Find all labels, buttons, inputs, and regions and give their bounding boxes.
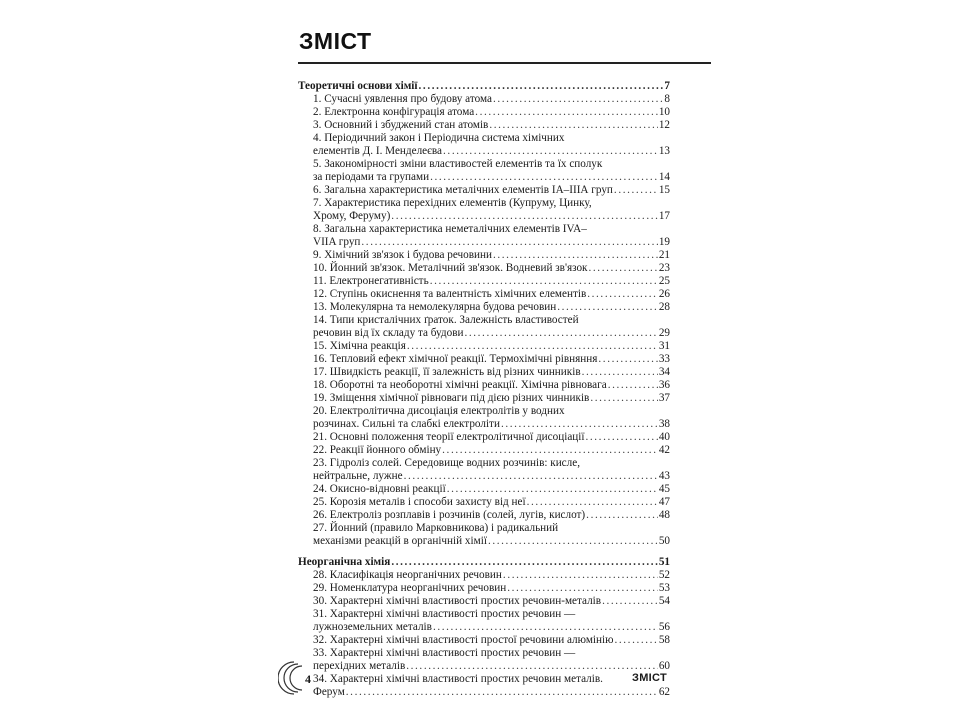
dot-leader bbox=[391, 556, 657, 569]
toc-entry-row bbox=[298, 145, 670, 158]
toc-entry-title: розчинах. Сильні та слабкі електроліти bbox=[313, 418, 500, 430]
toc-page-number: 58 bbox=[658, 634, 670, 646]
toc-entry-line: 4. Періодичний закон і Періодична система хімічних bbox=[313, 132, 565, 144]
dot-leader bbox=[361, 236, 657, 249]
dot-leader bbox=[391, 210, 658, 223]
table-of-contents bbox=[298, 80, 670, 699]
toc-entry-row bbox=[298, 184, 670, 197]
toc-entry-line: 27. Йонний (правило Марковникова) і радикальний bbox=[313, 522, 559, 534]
toc-entry-row bbox=[298, 275, 670, 288]
toc-entry-title: 29. Номенклатура неорганічних речовин bbox=[313, 582, 507, 594]
toc-entry-title: 1. Сучасні уявлення про будову атома bbox=[313, 93, 492, 105]
dot-leader bbox=[404, 470, 658, 483]
toc-entry-row bbox=[298, 119, 670, 132]
footer-arc-icon bbox=[278, 658, 318, 698]
toc-entry-title: 24. Окисно-відновні реакції bbox=[313, 483, 446, 495]
toc-entry-row bbox=[298, 634, 670, 647]
dot-leader bbox=[501, 418, 658, 431]
toc-entry-row bbox=[298, 288, 670, 301]
toc-entry-line: 8. Загальна характеристика неметалічних елементів IVA– bbox=[313, 223, 587, 235]
toc-page-number: 28 bbox=[658, 301, 670, 313]
dot-leader bbox=[488, 535, 658, 548]
toc-page-number: 19 bbox=[658, 236, 670, 248]
toc-entry-title: 3. Основний і збуджений стан атомів bbox=[313, 119, 489, 131]
toc-entry-row bbox=[298, 418, 670, 431]
toc-entry-row bbox=[298, 262, 670, 275]
toc-page-number: 13 bbox=[658, 145, 670, 157]
toc-entry-title: перехідних металів bbox=[313, 660, 406, 672]
toc-entry-line: 33. Характерні хімічні властивості простих речовин — bbox=[313, 647, 576, 659]
toc-page-number: 37 bbox=[658, 392, 670, 404]
toc-entry-row bbox=[298, 621, 670, 634]
toc-entry-row bbox=[298, 496, 670, 509]
toc-page-number: 54 bbox=[658, 595, 670, 607]
dot-leader bbox=[475, 106, 658, 119]
toc-entry-title: за періодами та групами bbox=[313, 171, 430, 183]
toc-entry-title: 12. Ступінь окиснення та валентність хімічних елементів bbox=[313, 288, 587, 300]
toc-entry-title: 26. Електроліз розплавів і розчинів (солей, лугів, кислот) bbox=[313, 509, 586, 521]
toc-entry-title: 10. Йонний зв'язок. Металічний зв'язок. Водневий зв'язок bbox=[313, 262, 588, 274]
dot-leader bbox=[527, 496, 658, 509]
toc-entry-title: 25. Корозія металів і способи захисту від неї bbox=[313, 496, 526, 508]
toc-page-number: 52 bbox=[658, 569, 670, 581]
toc-entry-row bbox=[298, 582, 670, 595]
toc-page-number: 36 bbox=[658, 379, 670, 391]
heading-rule bbox=[298, 62, 711, 64]
toc-entry-title: 15. Хімічна реакція bbox=[313, 340, 406, 352]
dot-leader bbox=[587, 288, 658, 301]
dot-leader bbox=[407, 340, 658, 353]
toc-entry-row bbox=[298, 595, 670, 608]
dot-leader bbox=[507, 582, 658, 595]
dot-leader bbox=[493, 249, 658, 262]
page-heading: ЗМІСТ bbox=[299, 28, 372, 54]
toc-entry-row bbox=[298, 171, 670, 184]
toc-entry-title: 28. Класифікація неорганічних речовин bbox=[313, 569, 502, 581]
toc-entry-title: 18. Оборотні та необоротні хімічні реакції. Хімічна рівновага bbox=[313, 379, 607, 391]
toc-entry-row bbox=[298, 660, 670, 673]
toc-entry-row bbox=[298, 249, 670, 262]
dot-leader bbox=[443, 145, 658, 158]
toc-entry-row bbox=[298, 569, 670, 582]
toc-page-number: 47 bbox=[658, 496, 670, 508]
toc-page-number: 26 bbox=[658, 288, 670, 300]
toc-page-number: 21 bbox=[658, 249, 670, 261]
page-number: 4 bbox=[305, 672, 311, 686]
toc-page-number: 40 bbox=[658, 431, 670, 443]
toc-page-number: 38 bbox=[658, 418, 670, 430]
dot-leader bbox=[585, 431, 657, 444]
toc-entry-row bbox=[298, 483, 670, 496]
dot-leader bbox=[590, 392, 657, 405]
toc-page-number: 50 bbox=[658, 535, 670, 547]
toc-entry-row bbox=[298, 379, 670, 392]
dot-leader bbox=[557, 301, 658, 314]
dot-leader bbox=[493, 93, 663, 106]
toc-entry-title: 32. Характерні хімічні властивості простої речовини алюмінію bbox=[313, 634, 614, 646]
toc-page-number: 53 bbox=[658, 582, 670, 594]
toc-page-number: 45 bbox=[658, 483, 670, 495]
toc-page-number: 33 bbox=[658, 353, 670, 365]
toc-page-number: 25 bbox=[658, 275, 670, 287]
toc-entry-title: 22. Реакції йонного обміну bbox=[313, 444, 442, 456]
toc-entry-title: 13. Молекулярна та немолекулярна будова речовин bbox=[313, 301, 557, 313]
toc-entry-row bbox=[298, 327, 670, 340]
toc-page-number: 12 bbox=[658, 119, 670, 131]
toc-entry-row bbox=[298, 340, 670, 353]
dot-leader bbox=[464, 327, 657, 340]
toc-entry-title: Хрому, Феруму) bbox=[313, 210, 391, 222]
toc-section-title: Теоретичні основи хімії bbox=[298, 80, 418, 92]
toc-page-number: 60 bbox=[658, 660, 670, 672]
toc-page-number: 7 bbox=[664, 80, 670, 92]
toc-entry-row bbox=[298, 210, 670, 223]
toc-page-number: 10 bbox=[658, 106, 670, 118]
toc-entry-row bbox=[298, 444, 670, 457]
dot-leader bbox=[598, 353, 657, 366]
toc-entry-title: 9. Хімічний зв'язок і будова речовини bbox=[313, 249, 492, 261]
dot-leader bbox=[614, 184, 658, 197]
toc-entry-title: лужноземельних металів bbox=[313, 621, 432, 633]
dot-leader bbox=[433, 621, 658, 634]
toc-section-row bbox=[298, 556, 670, 569]
toc-section-row bbox=[298, 80, 670, 93]
toc-entry-line: 14. Типи кристалічних ґраток. Залежність властивостей bbox=[313, 314, 579, 326]
toc-entry-row bbox=[298, 392, 670, 405]
dot-leader bbox=[346, 686, 658, 699]
dot-leader bbox=[602, 595, 658, 608]
toc-page-number: 48 bbox=[658, 509, 670, 521]
dot-leader bbox=[419, 80, 664, 93]
toc-entry-title: елементів Д. І. Менделеєва bbox=[313, 145, 443, 157]
toc-entry-title: нейтральне, лужне bbox=[313, 470, 403, 482]
dot-leader bbox=[489, 119, 657, 132]
toc-entry-title: 21. Основні положення теорії електролітичної дисоціації bbox=[313, 431, 585, 443]
toc-entry-title: 2. Електронна конфігурація атома bbox=[313, 106, 475, 118]
toc-page-number: 34 bbox=[658, 366, 670, 378]
toc-entry-line: 34. Характерні хімічні властивості простих речовин металів. bbox=[313, 673, 603, 685]
dot-leader bbox=[503, 569, 658, 582]
toc-section-title: Неорганічна хімія bbox=[298, 556, 391, 568]
toc-page-number: 51 bbox=[658, 556, 670, 568]
toc-page-number: 31 bbox=[658, 340, 670, 352]
toc-page-number: 29 bbox=[658, 327, 670, 339]
toc-entry-row bbox=[298, 301, 670, 314]
toc-entry-title: 11. Електронегативність bbox=[313, 275, 429, 287]
toc-page-number: 14 bbox=[658, 171, 670, 183]
toc-entry-title: VIIA груп bbox=[313, 236, 361, 248]
dot-leader bbox=[582, 366, 658, 379]
toc-entry-row bbox=[298, 535, 670, 548]
toc-entry-line: 23. Гідроліз солей. Середовище водних розчинів: кисле, bbox=[313, 457, 580, 469]
dot-leader bbox=[430, 171, 658, 184]
toc-entry-title: 30. Характерні хімічні властивості простих речовин-металів bbox=[313, 595, 602, 607]
dot-leader bbox=[614, 634, 657, 647]
toc-entry-row bbox=[298, 353, 670, 366]
toc-entry-title: механізми реакцій в органічній хімії bbox=[313, 535, 487, 547]
toc-entry-title: 19. Зміщення хімічної рівноваги під дією різних чинників bbox=[313, 392, 590, 404]
toc-entry-row bbox=[298, 366, 670, 379]
dot-leader bbox=[447, 483, 658, 496]
toc-entry-row bbox=[298, 470, 670, 483]
dot-leader bbox=[586, 509, 658, 522]
toc-entry-row bbox=[298, 431, 670, 444]
dot-leader bbox=[406, 660, 658, 673]
toc-entry-row bbox=[298, 106, 670, 119]
toc-entry-title: речовин від їх складу та будови bbox=[313, 327, 464, 339]
toc-entry-row bbox=[298, 236, 670, 249]
toc-page-number: 15 bbox=[658, 184, 670, 196]
toc-entry-title: 17. Швидкість реакції, її залежність від різних чинників bbox=[313, 366, 581, 378]
dot-leader bbox=[442, 444, 658, 457]
toc-entry-line: 5. Закономірності зміни властивостей елементів та їх сполук bbox=[313, 158, 603, 170]
toc-entry-line: 31. Характерні хімічні властивості простих речовин — bbox=[313, 608, 576, 620]
toc-page-number: 42 bbox=[658, 444, 670, 456]
toc-page-number: 23 bbox=[658, 262, 670, 274]
toc-entry-line: 20. Електролітична дисоціація електролітів у водних bbox=[313, 405, 565, 417]
toc-entry-title: 16. Тепловий ефект хімічної реакції. Термохімічні рівняння bbox=[313, 353, 598, 365]
dot-leader bbox=[608, 379, 658, 392]
toc-entry-title: Ферум bbox=[313, 686, 345, 698]
footer-title: ЗМІСТ bbox=[632, 672, 667, 684]
toc-entry-line: 7. Характеристика перехідних елементів (Купруму, Цинку, bbox=[313, 197, 592, 209]
toc-page-number: 62 bbox=[658, 686, 670, 698]
toc-entry-title: 6. Загальна характеристика металічних елементів ІА–ІІІА груп bbox=[313, 184, 613, 196]
toc-page-number: 56 bbox=[658, 621, 670, 633]
toc-entry-row bbox=[298, 686, 670, 699]
toc-entry-row bbox=[298, 93, 670, 106]
toc-page-number: 43 bbox=[658, 470, 670, 482]
dot-leader bbox=[589, 262, 658, 275]
toc-page-number: 8 bbox=[664, 93, 670, 105]
dot-leader bbox=[430, 275, 658, 288]
toc-entry-row bbox=[298, 509, 670, 522]
toc-page-number: 17 bbox=[658, 210, 670, 222]
